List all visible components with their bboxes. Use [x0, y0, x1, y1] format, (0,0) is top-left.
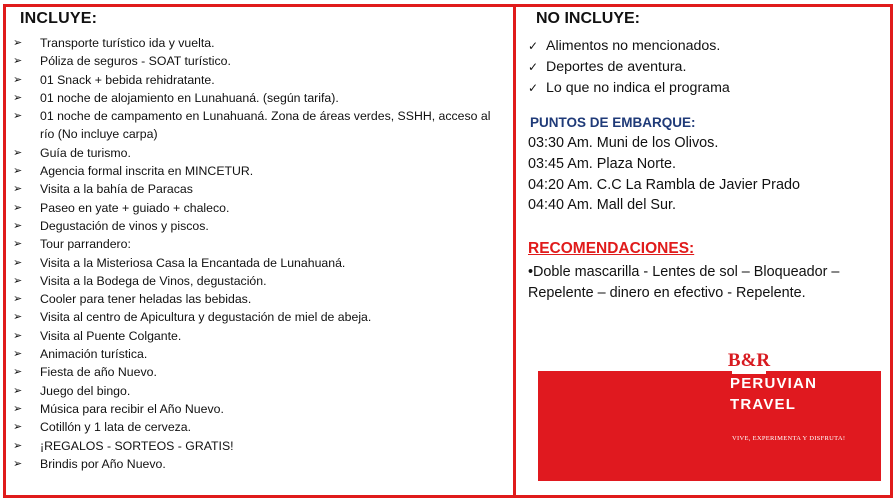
incluye-item-text: Cotillón y 1 lata de cerveza.: [40, 420, 192, 435]
incluye-item-text: Visita al Puente Colgante.: [40, 328, 182, 343]
incluye-item-text: 01 noche de alojamiento en Lunahuaná. (según tarifa).: [40, 90, 339, 105]
arrowhead-bullet-icon: ➢: [13, 90, 23, 104]
incluye-item: [10, 382, 508, 400]
arrowhead-bullet-icon: ➢: [13, 72, 23, 86]
incluye-item-text: 01 noche de campamento en Lunahuaná. Zona de áreas verdes, SSHH, acceso al río (No incluye carpa): [40, 109, 491, 142]
arrowhead-bullet-icon: ➢: [13, 292, 23, 306]
incluye-item-text: ¡REGALOS - SORTEOS - GRATIS!: [40, 438, 234, 453]
arrowhead-bullet-icon: ➢: [13, 456, 23, 470]
incluye-item-text: Brindis por Año Nuevo.: [40, 456, 166, 471]
incluye-item-text: Paseo en yate + guiado + chaleco.: [40, 200, 230, 215]
recomendaciones-title: RECOMENDACIONES:: [528, 240, 695, 258]
incluye-item-text: Degustación de vinos y piscos.: [40, 218, 209, 233]
incluye-item: [10, 254, 508, 272]
no-incluye-item: [528, 36, 883, 57]
no-incluye-title: NO INCLUYE:: [536, 10, 640, 27]
arrowhead-bullet-icon: ➢: [13, 383, 23, 397]
no-incluye-list: [528, 36, 883, 99]
embarque-item: 04:40 Am. Mall del Sur.: [528, 197, 676, 214]
no-incluye-item: [528, 78, 883, 99]
incluye-item: [10, 52, 508, 70]
incluye-title: INCLUYE:: [20, 10, 98, 27]
brand-line-1: PERUVIAN: [730, 375, 818, 392]
incluye-item: [10, 327, 508, 345]
arrowhead-bullet-icon: ➢: [13, 200, 23, 214]
br-logo-icon: [727, 344, 771, 374]
arrowhead-bullet-icon: ➢: [13, 328, 23, 342]
embarque-list: [528, 133, 883, 216]
incluye-item: [10, 363, 508, 381]
incluye-item-text: Visita a la bahía de Paracas: [40, 182, 193, 197]
incluye-item-text: Cooler para tener heladas las bebidas.: [40, 292, 252, 307]
arrowhead-bullet-icon: ➢: [13, 401, 23, 415]
arrowhead-bullet-icon: ➢: [13, 273, 23, 287]
embarque-item: 04:20 Am. C.C La Rambla de Javier Prado: [528, 176, 800, 193]
arrowhead-bullet-icon: ➢: [13, 182, 23, 196]
arrowhead-bullet-icon: ➢: [13, 420, 23, 434]
brand-slogan: VIVE, EXPERIMENTA Y DISFRUTA!: [732, 435, 846, 442]
no-incluye-item: [528, 57, 883, 78]
brand-line-2: TRAVEL: [730, 396, 797, 413]
incluye-item: [10, 217, 508, 235]
incluye-item-text: Visita a la Bodega de Vinos, degustación.: [40, 273, 267, 288]
embarque-item: 03:45 Am. Plaza Norte.: [528, 155, 676, 172]
arrowhead-bullet-icon: ➢: [13, 310, 23, 324]
incluye-list: [10, 34, 508, 473]
arrowhead-bullet-icon: ➢: [13, 164, 23, 178]
incluye-item: [10, 272, 508, 290]
incluye-item: [10, 71, 508, 89]
incluye-item: [10, 144, 508, 162]
incluye-item: [10, 107, 508, 144]
embarque-item: 03:30 Am. Muni de los Olivos.: [528, 135, 719, 151]
incluye-item: [10, 418, 508, 436]
incluye-item-text: Juego del bingo.: [40, 383, 131, 398]
incluye-item: [10, 235, 508, 253]
incluye-item-text: Guía de turismo.: [40, 145, 131, 160]
embarque-title: PUNTOS DE EMBARQUE:: [530, 115, 696, 130]
check-mark-icon: ✓: [528, 81, 539, 95]
incluye-item-text: 01 Snack + bebida rehidratante.: [40, 72, 215, 87]
arrowhead-bullet-icon: ➢: [13, 438, 23, 452]
incluye-item: [10, 290, 508, 308]
incluye-item: [10, 455, 508, 473]
incluye-item: [10, 437, 508, 455]
incluye-item: [10, 345, 508, 363]
incluye-item-text: Música para recibir el Año Nuevo.: [40, 401, 224, 416]
incluye-item-text: Animación turística.: [40, 347, 148, 362]
incluye-item-text: Tour parrandero:: [40, 237, 131, 252]
arrowhead-bullet-icon: ➢: [13, 145, 23, 159]
arrowhead-bullet-icon: ➢: [13, 237, 23, 251]
incluye-section: [10, 10, 508, 473]
incluye-item: [10, 199, 508, 217]
right-column: [528, 10, 883, 303]
no-incluye-item-text: Deportes de aventura.: [546, 59, 687, 75]
incluye-item-text: Visita al centro de Apicultura y degustación de miel de abeja.: [40, 310, 372, 325]
recomendaciones-text: •Doble mascarilla - Lentes de sol – Bloqueador – Repelente – dinero en efectivo - Repelente.: [528, 264, 840, 301]
arrowhead-bullet-icon: ➢: [13, 54, 23, 68]
no-incluye-item-text: Alimentos no mencionados.: [546, 38, 721, 54]
incluye-item-text: Visita a la Misteriosa Casa la Encantada de Lunahuaná.: [40, 255, 346, 270]
incluye-item: [10, 400, 508, 418]
incluye-item: [10, 308, 508, 326]
arrowhead-bullet-icon: ➢: [13, 109, 23, 123]
arrowhead-bullet-icon: ➢: [13, 347, 23, 361]
check-mark-icon: ✓: [528, 60, 539, 74]
incluye-item: [10, 89, 508, 107]
incluye-item-text: Fiesta de año Nuevo.: [40, 365, 157, 380]
check-mark-icon: ✓: [528, 39, 539, 53]
incluye-item-text: Póliza de seguros - SOAT turístico.: [40, 54, 231, 69]
incluye-item: [10, 34, 508, 52]
no-incluye-item-text: Lo que no indica el programa: [546, 80, 730, 96]
column-divider: [513, 4, 516, 498]
peruvian-travel-banner: [538, 350, 881, 481]
incluye-item-text: Agencia formal inscrita en MINCETUR.: [40, 164, 254, 179]
arrowhead-bullet-icon: ➢: [13, 218, 23, 232]
incluye-item: [10, 162, 508, 180]
arrowhead-bullet-icon: ➢: [13, 36, 23, 49]
arrowhead-bullet-icon: ➢: [13, 365, 23, 379]
br-logo-text: B&R: [727, 350, 771, 371]
arrowhead-bullet-icon: ➢: [13, 255, 23, 269]
incluye-item-text: Transporte turístico ida y vuelta.: [40, 36, 215, 50]
incluye-item: [10, 180, 508, 198]
